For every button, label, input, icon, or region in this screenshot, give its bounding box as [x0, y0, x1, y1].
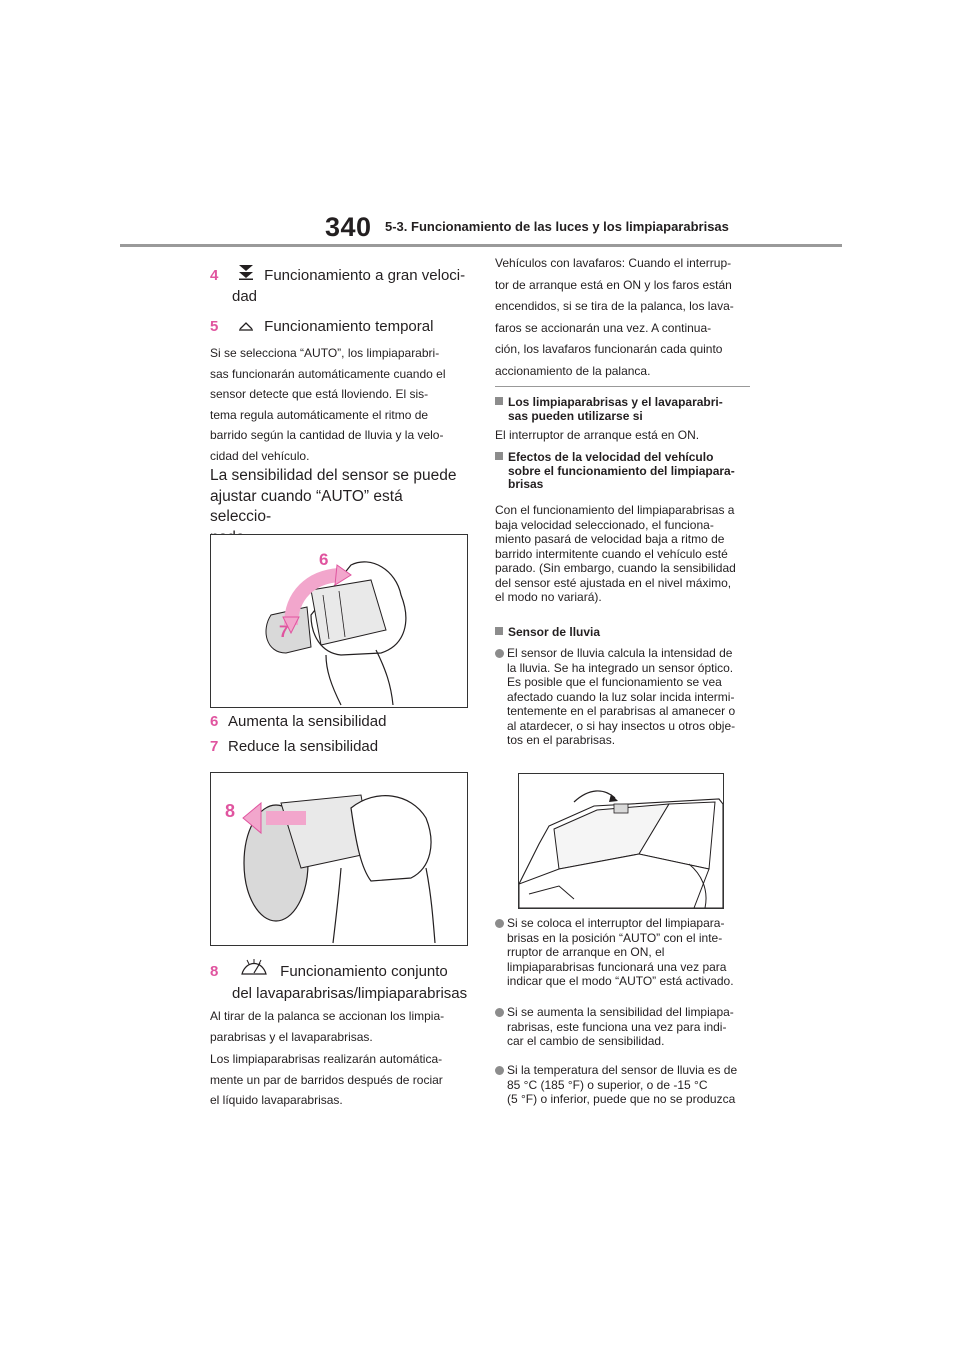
header-rule — [120, 244, 842, 247]
heading-speed-effects — [495, 451, 753, 492]
square-bullet-icon — [495, 397, 503, 405]
text-line: tentemente en el parabrisas al amanecer o — [507, 704, 736, 718]
text-line: El sensor de lluvia calcula la intensidad de — [507, 646, 733, 660]
double-wipe-paragraph — [210, 1049, 468, 1111]
item-6 — [210, 711, 468, 732]
text-line: la lluvia. Se ha integrado un sensor óptico. — [507, 660, 734, 675]
washer-wiper-icon — [232, 958, 276, 982]
text-line: parado. (Sin embargo, cuando la sensibilidad — [495, 561, 736, 575]
text-line: cidad del vehículo. — [210, 448, 310, 463]
round-bullet-icon — [495, 1066, 504, 1075]
text-line: barrido según la cantidad de lluvia y la velo- — [210, 428, 444, 442]
text-line: afectado cuando la luz solar incida intermi- — [507, 689, 735, 704]
text-line: faros se accionarán una vez. A continua- — [495, 320, 712, 335]
text-line: mente un par de barridos después de rociar — [210, 1072, 443, 1087]
item-label: Aumenta la sensibilidad — [228, 713, 387, 730]
heading-conditions — [495, 396, 753, 423]
item-label-cont: dad — [232, 288, 258, 305]
bullet-auto-once — [495, 916, 765, 989]
label-7: 7 — [279, 622, 289, 641]
text-line: Si se selecciona “AUTO”, los limpiaparabri- — [210, 346, 440, 360]
pull-paragraph — [210, 1006, 468, 1047]
text-line: tema regula automáticamente el ritmo de — [210, 407, 429, 422]
text-line: El interruptor de arranque está en ON. — [495, 428, 700, 442]
label-8: 8 — [225, 801, 236, 821]
heading-rain-sensor — [495, 626, 753, 640]
text-line: tor de arranque está en ON y los faros están — [495, 277, 732, 292]
text-line: rruptor de arranque en ON, el — [507, 945, 665, 959]
heading-line: sas pueden utilizarse si — [508, 408, 643, 423]
bullet-sensitivity-change — [495, 1005, 765, 1049]
chevron-up-icon — [232, 316, 260, 337]
text-line: limpiaparabrisas funcionará una vez para — [507, 959, 727, 974]
bullet-temperature — [495, 1063, 765, 1107]
text-line: Con el funcionamiento del limpiaparabrisas a — [495, 503, 735, 517]
item-number: 7 — [210, 738, 219, 755]
item-number: 6 — [210, 713, 219, 730]
text-line: indicar que el modo “AUTO” está activado. — [507, 974, 734, 988]
text-line: parabrisas y el lavaparabrisas. — [210, 1029, 373, 1044]
label-6: 6 — [319, 550, 329, 569]
text-line: (5 °F) o inferior, puede que no se produzca — [507, 1092, 736, 1106]
text-line: sensor detecte que está lloviendo. El sis- — [210, 387, 429, 401]
bullet-rain-sensor — [495, 646, 765, 748]
item-label: Reduce la sensibilidad — [228, 738, 379, 755]
item-4 — [210, 264, 468, 307]
square-bullet-icon — [495, 452, 503, 460]
text-line: ción, los lavafaros funcionarán cada quinto — [495, 342, 723, 356]
text-line: Los limpiaparabrisas realizarán automática- — [210, 1052, 443, 1066]
text-line: tos en el parabrisas. — [507, 733, 616, 747]
heading-line: Los limpiaparabrisas y el lavaparabri- — [508, 395, 723, 409]
heading-line: Sensor de lluvia — [508, 625, 601, 639]
item-5 — [210, 316, 468, 337]
text-line: barrido intermitente cuando el vehículo esté — [495, 546, 728, 561]
item-label: Funcionamiento a gran veloci- — [264, 267, 466, 284]
text-line: encendidos, si se tira de la palanca, los lava- — [495, 299, 734, 313]
text-line: baja velocidad seleccionado, el funciona- — [495, 517, 714, 532]
text-line: brisas en la posición “AUTO” con el inte- — [507, 930, 723, 945]
rain-sensor-figure — [518, 773, 724, 909]
text-line: rabrisas, este funciona una vez para indi- — [507, 1019, 727, 1034]
heading-line: brisas — [508, 477, 544, 491]
text-line: miento pasará de velocidad baja a ritmo de — [495, 532, 725, 546]
text-line: car el cambio de sensibilidad. — [507, 1034, 665, 1048]
round-bullet-icon — [495, 649, 504, 658]
text-line: 85 °C (185 °F) o superior, o de -15 °C — [507, 1077, 708, 1092]
lever-pull-illustration — [211, 773, 467, 945]
square-bullet-icon — [495, 627, 503, 635]
text-line: el modo no variará). — [495, 590, 602, 604]
round-bullet-icon — [495, 1008, 504, 1017]
item-7 — [210, 736, 468, 757]
item-label-cont: del lavaparabrisas/limpiaparabrisas — [232, 985, 468, 1002]
text-line: ajustar cuando “AUTO” está seleccio- — [210, 487, 403, 525]
item-label: Funcionamiento conjunto — [280, 963, 448, 980]
text-line: Si la temperatura del sensor de lluvia es de — [507, 1063, 738, 1077]
item-8 — [210, 958, 480, 1006]
text-line: La sensibilidad del sensor se puede — [210, 467, 457, 484]
text-line: el líquido lavaparabrisas. — [210, 1093, 343, 1107]
washer-paragraph — [495, 253, 753, 382]
text-line: Es posible que el funcionamiento se vea — [507, 675, 722, 689]
item-label: Funcionamiento temporal — [264, 318, 434, 335]
text-line: Si se aumenta la sensibilidad del limpiapa- — [507, 1005, 734, 1019]
section-divider — [495, 386, 750, 387]
text-line: al atardecer, o si hay insectos u otros obje- — [507, 718, 736, 733]
speed-effects-text — [495, 503, 753, 605]
page-number: 340 — [325, 212, 372, 242]
text-line: Si se coloca el interruptor del limpiapara- — [507, 916, 725, 930]
text-line: del sensor esté ajustada en el nivel máximo, — [495, 575, 732, 590]
lever-sensitivity-figure — [210, 534, 468, 708]
heading-line: Efectos de la velocidad del vehículo — [508, 450, 714, 464]
section-title: 5-3. Funcionamiento de las luces y los limpiaparabrisas — [385, 219, 729, 234]
text-line: sas funcionarán automáticamente cuando el — [210, 366, 446, 381]
item-number: 5 — [210, 318, 219, 335]
lever-pull-figure — [210, 772, 468, 946]
item-number: 4 — [210, 267, 219, 284]
round-bullet-icon — [495, 919, 504, 928]
item-number: 8 — [210, 963, 219, 980]
auto-paragraph — [210, 343, 468, 466]
double-chevron-down-icon — [232, 264, 260, 286]
heading-line: sobre el funcionamiento del limpiapara- — [508, 463, 735, 478]
windshield-illustration — [519, 774, 723, 908]
text-line: Al tirar de la palanca se accionan los limpia- — [210, 1009, 445, 1023]
text-line: accionamiento de la palanca. — [495, 363, 651, 378]
lever-illustration — [211, 535, 467, 707]
text-line: Vehículos con lavafaros: Cuando el interrup- — [495, 256, 732, 270]
conditions-text — [495, 428, 753, 443]
